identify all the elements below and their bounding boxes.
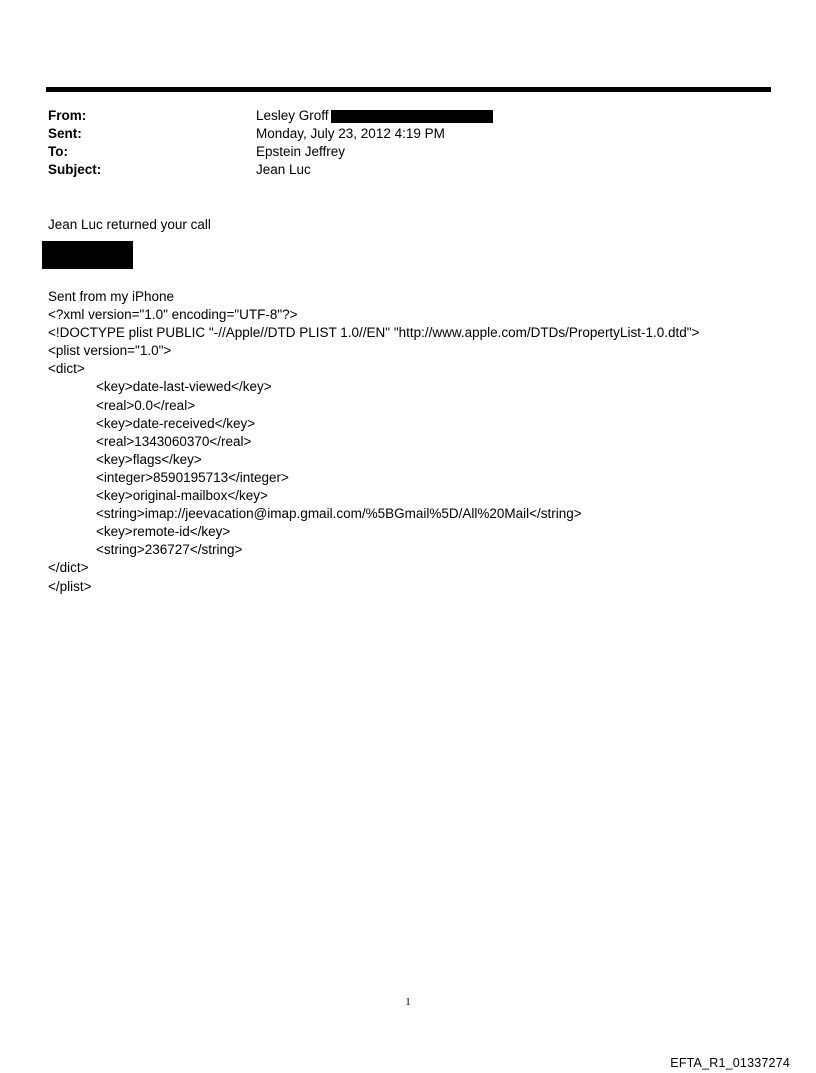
- subject-label: Subject:: [48, 162, 102, 177]
- email-header: [48, 107, 493, 179]
- subject-row: [48, 161, 493, 179]
- plist-line: <!DOCTYPE plist PUBLIC "-//Apple//DTD PLIST 1.0//EN" "http://www.apple.com/DTDs/PropertyList-1.0.dtd">: [48, 325, 700, 341]
- sent-label: Sent:: [48, 126, 82, 141]
- plist-line: <key>remote-id</key>: [96, 524, 231, 540]
- from-label: From:: [48, 108, 87, 123]
- plist-line: <?xml version="1.0" encoding="UTF-8"?>: [48, 307, 298, 323]
- plist-line: <dict>: [48, 361, 85, 377]
- plist-line: <real>1343060370</real>: [96, 433, 252, 449]
- plist-line: <key>flags</key>: [96, 451, 202, 467]
- sent-value: Monday, July 23, 2012 4:19 PM: [256, 126, 445, 141]
- plist-line: <integer>8590195713</integer>: [96, 469, 289, 485]
- plist-line: <string>imap://jeevacation@imap.gmail.com/%5BGmail%5D/All%20Mail</string>: [96, 506, 582, 522]
- plist-line: </dict>: [48, 560, 89, 576]
- plist-line: <key>date-received</key>: [96, 415, 256, 431]
- bates-number: EFTA_R1_01337274: [670, 1056, 790, 1070]
- to-row: [48, 143, 493, 161]
- plist-line: </plist>: [48, 578, 92, 594]
- from-row: [48, 107, 493, 125]
- page-number: 1: [405, 996, 411, 1008]
- sent-row: [48, 125, 493, 143]
- plist-line: <real>0.0</real>: [96, 397, 196, 413]
- from-value: Lesley Groff: [256, 108, 329, 123]
- redaction-block: [42, 241, 133, 269]
- signature-line: Sent from my iPhone: [48, 289, 175, 304]
- to-value: Epstein Jeffrey: [256, 144, 346, 159]
- message-body: [48, 288, 699, 596]
- to-label: To:: [48, 144, 68, 159]
- from-value-wrap: [256, 107, 493, 125]
- plist-line: <string>236727</string>: [96, 542, 243, 558]
- message-text: Jean Luc returned your call: [48, 217, 211, 232]
- plist-block: [48, 306, 699, 596]
- plist-line: <key>date-last-viewed</key>: [96, 379, 272, 395]
- header-divider: [46, 87, 771, 92]
- redaction-bar: [331, 110, 493, 123]
- plist-line: <key>original-mailbox</key>: [96, 488, 268, 504]
- plist-line: <plist version="1.0">: [48, 343, 172, 359]
- subject-value: Jean Luc: [256, 162, 311, 177]
